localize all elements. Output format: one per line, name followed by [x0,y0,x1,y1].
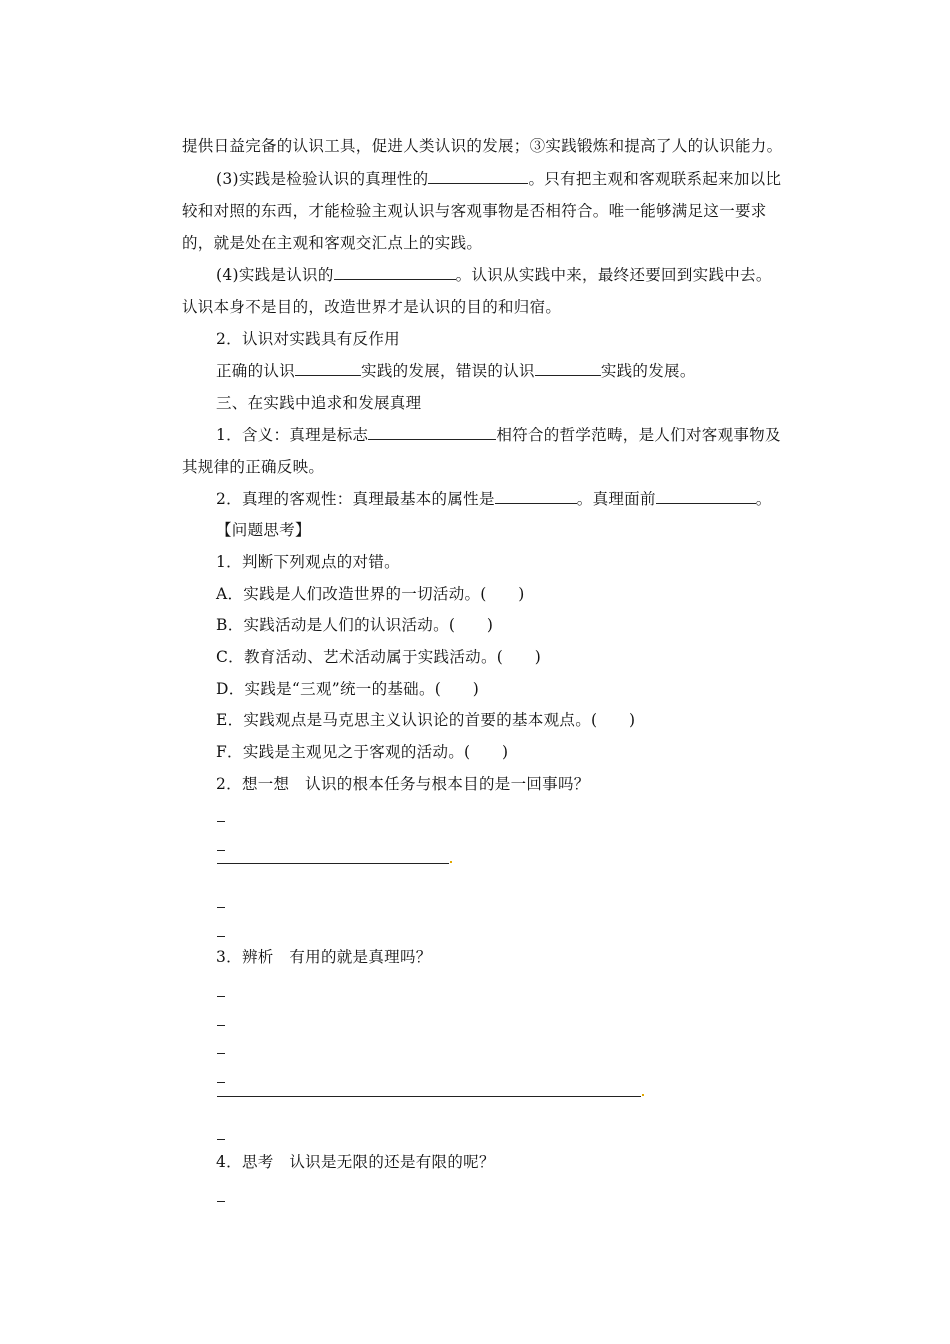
answer-line[interactable] [217,1096,641,1097]
text-segment: 1．含义：真理是标志 [216,426,369,444]
text-line: 的，就是处在主观和客观交汇点上的实践。 [182,234,483,252]
text-line [216,361,696,381]
answer-dash [217,936,225,937]
text-line [216,489,772,509]
text-line: 提供日益完备的认识工具，促进人类认识的发展；③实践锻炼和提高了人的认识能力。 [182,137,783,155]
marker-dot [450,861,452,863]
question-item-f: F．实践是主观见之于客观的活动。( ) [216,743,509,761]
answer-line[interactable] [217,863,449,864]
answer-dash [217,1139,225,1140]
fill-blank[interactable] [495,489,577,504]
section-heading: 三、在实践中追求和发展真理 [216,394,422,412]
text-segment: 。只有把主观和客观联系起来加以比 [528,170,782,188]
question-item-e: E．实践观点是马克思主义认识论的首要的基本观点。( ) [216,711,636,729]
section-heading: 【问题思考】 [216,521,311,539]
question-item-a: A．实践是人们改造世界的一切活动。( ) [216,585,525,603]
text-segment: 实践的发展，错误的认识 [361,362,535,380]
answer-dash [217,1053,225,1054]
answer-dash [217,996,225,997]
text-line [216,265,772,285]
fill-blank[interactable] [656,489,756,504]
question-item-c: C．教育活动、艺术活动属于实践活动。( ) [216,648,542,666]
marker-dot [642,1094,644,1096]
answer-dash [217,1201,225,1202]
fill-blank[interactable] [295,361,361,376]
text-line: 认识本身不是目的，改造世界才是认识的目的和归宿。 [182,298,562,316]
text-line: 较和对照的东西，才能检验主观认识与客观事物是否相符合。唯一能够满足这一要求 [182,202,767,220]
answer-dash [217,1082,225,1083]
fill-blank[interactable] [428,169,528,184]
section-heading: 2．认识对实践具有反作用 [216,330,400,348]
text-segment: 正确的认识 [216,362,296,380]
fill-blank[interactable] [535,361,601,376]
question: 1．判断下列观点的对错。 [216,553,400,571]
question: 3．辨析 有用的就是真理吗？ [216,948,432,966]
text-segment: 。认识从实践中来，最终还要回到实践中去。 [455,266,772,284]
text-segment: 2．真理的客观性：真理最基本的属性是 [216,490,495,508]
question: 4．思考 认识是无限的还是有限的呢？ [216,1153,495,1171]
text-line [216,425,781,445]
text-segment: 实践的发展。 [600,362,696,380]
answer-dash [217,1025,225,1026]
fill-blank[interactable] [368,425,496,440]
answer-dash [217,821,225,822]
text-segment: 相符合的哲学范畴，是人们对客观事物及 [496,426,781,444]
question-item-d: D．实践是“三观”统一的基础。( ) [216,680,480,698]
text-segment: 。 [755,490,772,508]
answer-dash [217,850,225,851]
text-line [216,169,781,189]
text-segment: 。真理面前 [576,490,656,508]
answer-dash [217,907,225,908]
text-segment: (4)实践是认识的 [216,266,334,284]
fill-blank[interactable] [334,265,456,280]
question-item-b: B．实践活动是人们的认识活动。( ) [216,616,494,634]
text-line: 其规律的正确反映。 [182,458,325,476]
question: 2．想一想 认识的根本任务与根本目的是一回事吗？ [216,775,590,793]
text-segment: (3)实践是检验认识的真理性的 [216,170,429,188]
